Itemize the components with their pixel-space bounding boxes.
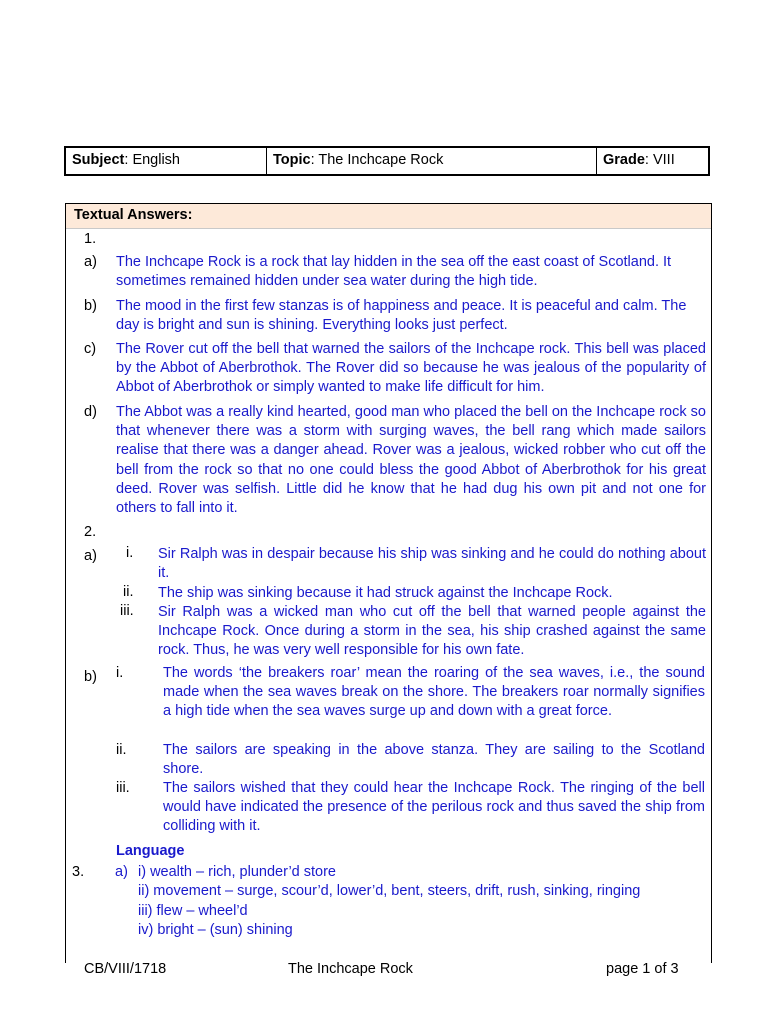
q3-number: 3. [72, 864, 85, 880]
footer-page: page 1 of 3 [606, 961, 679, 977]
q2-a-ii-text: The ship was sinking because it had struck against the Inchcape Rock. [158, 585, 613, 601]
q1-number: 1. [84, 231, 97, 247]
grade-label: Grade [603, 152, 645, 168]
q2-b-ii-label: ii. [116, 742, 127, 758]
lang-ii: ii) movement – surge, scour’d, lower’d, bent, steers, drift, rush, sinking, ringing [138, 883, 641, 899]
lang-i: i) wealth – rich, plunder’d store [138, 864, 336, 880]
q1-d-text: The Abbot was a really kind hearted, good man who placed the bell on the Inchcape rock so that whenever there was a storm with surging waves, the bell rang which made sailors realise that there was a danger ahead. Rover was a jealous, wicked robber who cut off the bell from the rock so that no one could bless the good Abbot of Aberbrothok for his great deed. Rover was selfish. Little did he know that he had dug his own pit and not one for others to fall into it. [116, 404, 706, 517]
q2-a-iii-label: iii. [120, 603, 134, 619]
q2-b-iii-label: iii. [116, 780, 130, 796]
q1-a-text: The Inchcape Rock is a rock that lay hidden in the sea off the east coast of Scotland. It sometimes remained hidden under sea water during the high tide. [116, 254, 672, 290]
q2-b-label: b) [84, 669, 97, 685]
grade-cell: Grade: VIII [603, 152, 675, 168]
q2-a-i-label: i. [126, 545, 134, 561]
q2-b-ii-text: The sailors are speaking in the above stanza. They are sailing to the Scotland shore. [163, 742, 705, 778]
footer-code: CB/VIII/1718 [84, 961, 167, 977]
answers-box [65, 203, 712, 963]
q2-b-i-label: i. [116, 665, 124, 681]
q1-b-text: The mood in the first few stanzas is of happiness and peace. It is peaceful and calm. The day is bright and sun is shining. Everything looks just perfect. [116, 298, 687, 334]
q2-number: 2. [84, 524, 97, 540]
q1-a-label: a) [84, 254, 97, 270]
subject-value: English [132, 152, 180, 168]
subject-cell: Subject: English [66, 148, 267, 174]
section-title: Textual Answers: [66, 204, 711, 229]
q1-c-text: The Rover cut off the bell that warned the sailors of the Inchcape rock. This bell was placed by the Abbot of Aberbrothok. The Rover did so because he was jealous of the popularity of Abbot of Aberbrothok or simply wanted to make life difficult for him. [116, 341, 706, 396]
language-heading: Language [116, 843, 185, 859]
q1-c-label: c) [84, 341, 97, 357]
q1-d-label: d) [84, 404, 97, 420]
footer-title: The Inchcape Rock [288, 961, 413, 977]
grade-value: VIII [652, 152, 675, 168]
lang-iv: iv) bright – (sun) shining [138, 922, 293, 938]
q2-b-iii-text: The sailors wished that they could hear the Inchcape Rock. The ringing of the bell would have indicated the presence of the perilous rock and thus saved the ship from colliding with it. [163, 780, 705, 835]
q2-b-i-text: The words ‘the breakers roar’ mean the roaring of the sea waves, i.e., the sound made when the sea waves break on the shore. The breakers roar normally signifies a high tide when the sea waves surge up and down with a great force. [163, 665, 705, 720]
topic-cell: Topic: The Inchcape Rock [267, 148, 597, 174]
topic-label: Topic [273, 152, 311, 168]
q3-a-label: a) [115, 864, 128, 880]
subject-label: Subject [72, 152, 125, 168]
q2-a-i-text: Sir Ralph was in despair because his ship was sinking and he could do nothing about it. [158, 546, 706, 582]
lang-iii: iii) flew – wheel’d [138, 903, 248, 919]
q1-b-label: b) [84, 298, 97, 314]
topic-value: The Inchcape Rock [318, 152, 444, 168]
q2-a-iii-text: Sir Ralph was a wicked man who cut off the bell that warned people against the Inchcape Rock. Once during a storm in the sea, his ship crashed against the same rock. Thus, he was very well responsible for his own fate. [158, 604, 706, 659]
header-table [64, 146, 710, 176]
q2-a-label: a) [84, 548, 97, 564]
q2-a-ii-label: ii. [123, 584, 134, 600]
